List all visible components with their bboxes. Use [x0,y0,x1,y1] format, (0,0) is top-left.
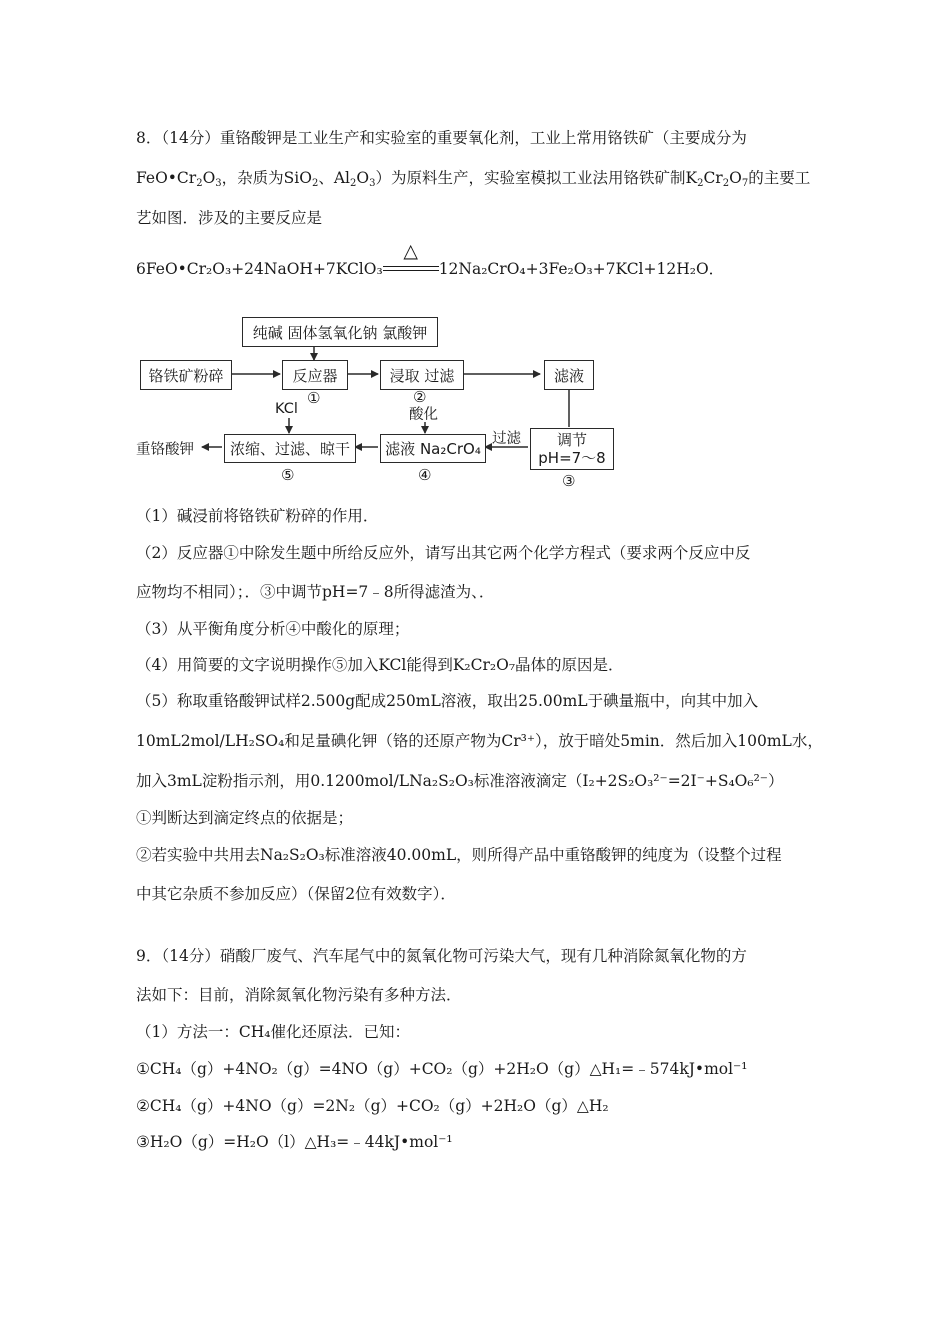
q8-intro-line-1: 8．（14分）重铬酸钾是工业生产和实验室的重要氧化剂，工业上常用铬铁矿（主要成分为 [136,129,747,147]
q8-part-4: （4）用简要的文字说明操作⑤加入KCl能得到K₂Cr₂O₇晶体的原因是． [136,656,624,674]
q8-part-5-line-1: （5）称取重铬酸钾试样2.500g配成250mL溶液，取出25.00mL于碘量瓶中，向其中加入 [136,692,759,710]
q8-part-2-line-1: （2）反应器①中除发生题中所给反应外，请写出其它两个化学方程式（要求两个反应中反 [136,544,751,562]
q9-method-1: （1）方法一：CH₄催化还原法．已知： [136,1023,410,1041]
na2cro4-filtrate-box: 滤液 Na₂CrO₄ [380,434,486,463]
q8-intro-line-2: $FeO•Cr_2O_3$，杂质为SiO$_2$、$Al_2O_3$）为原料生产，实验室模拟工业法用铬铁矿制$K_2Cr_2O_7$的主要工 [136,169,811,189]
q8-main-equation [136,240,725,279]
q8-part-5-line-3: 加入3mL淀粉指示剂，用0.1200mol/LNa₂S₂O₃标准溶液滴定（I₂+2S₂O₃²⁻=2I⁻+S₄O₆²⁻） [136,772,784,790]
q8-part-1: （1）碱浸前将铬铁矿粉碎的作用． [136,507,379,525]
step-1-label: ① [307,389,321,407]
q9-intro-line-1: 9．（14分）硝酸厂废气、汽车尾气中的氮氧化物可污染大气，现有几种消除氮氧化物的方 [136,947,747,965]
q8-part-2-line-2: 应物均不相同）；．③中调节pH=7﹣8所得滤渣为、． [136,583,495,601]
acidify-label: 酸化 [409,407,438,423]
filter-label: 过滤 [492,431,521,447]
equation-products: 12Na₂CrO₄+3Fe₂O₃+7KCl+12H₂O． [438,260,725,278]
step-3-label: ③ [562,472,576,490]
q8-part-5-line-6: 中其它杂质不参加反应）（保留2位有效数字）． [136,885,456,903]
q8-part-5-line-5: ②若实验中共用去Na₂S₂O₃标准溶液40.00mL，则所得产品中重铬酸钾的纯度为（设整个过程 [136,846,782,864]
reagents-box: 纯碱 固体氢氧化钠 氯酸钾 [242,317,438,347]
concentrate-filter-dry-box: 浓缩、过滤、晾干 [224,434,356,463]
raw-ore-box: 铬铁矿粉碎 [140,360,232,390]
filtrate-box: 滤液 [544,360,594,390]
q8-part-3: （3）从平衡角度分析④中酸化的原理； [136,620,410,638]
q9-reaction-1: ①CH₄（g）+4NO₂（g）=4NO（g）+CO₂（g）+2H₂O（g）△H₁=﹣574kJ•mol⁻¹ [136,1060,748,1078]
process-flowchart [134,310,634,495]
q9-reaction-3: ③H₂O（g）=H₂O（l）△H₃=﹣44kJ•mol⁻¹ [136,1133,453,1151]
equation-reactants: 6FeO•Cr₂O₃+24NaOH+7KClO₃ [136,260,383,278]
reactor-box: 反应器 [282,360,348,390]
step-2-label: ② [413,388,427,406]
leach-filter-box: 浸取 过滤 [380,360,464,390]
kcl-label: KCl [275,401,298,417]
adjust-ph-box: 调节 pH=7～8 [530,428,614,470]
q9-intro-line-2: 法如下：目前，消除氮氧化物污染有多种方法． [136,986,462,1004]
q8-part-5-line-4: ①判断达到滴定终点的依据是； [136,809,354,827]
product-label: 重铬酸钾 [136,442,194,458]
heat-condition-sign [383,240,439,278]
q8-intro-line-3: 艺如图．涉及的主要反应是 [136,209,323,227]
step-5-label: ⑤ [281,466,295,484]
heat-triangle-icon: △ [403,240,418,262]
q8-part-5-line-2: 10mL2mol/LH₂SO₄和足量碘化钾（铬的还原产物为Cr³⁺），放于暗处5min．然后加入100mL水， [136,732,823,750]
q9-reaction-2: ②CH₄（g）+4NO（g）=2N₂（g）+CO₂（g）+2H₂O（g）△H₂ [136,1097,609,1115]
step-4-label: ④ [418,466,432,484]
